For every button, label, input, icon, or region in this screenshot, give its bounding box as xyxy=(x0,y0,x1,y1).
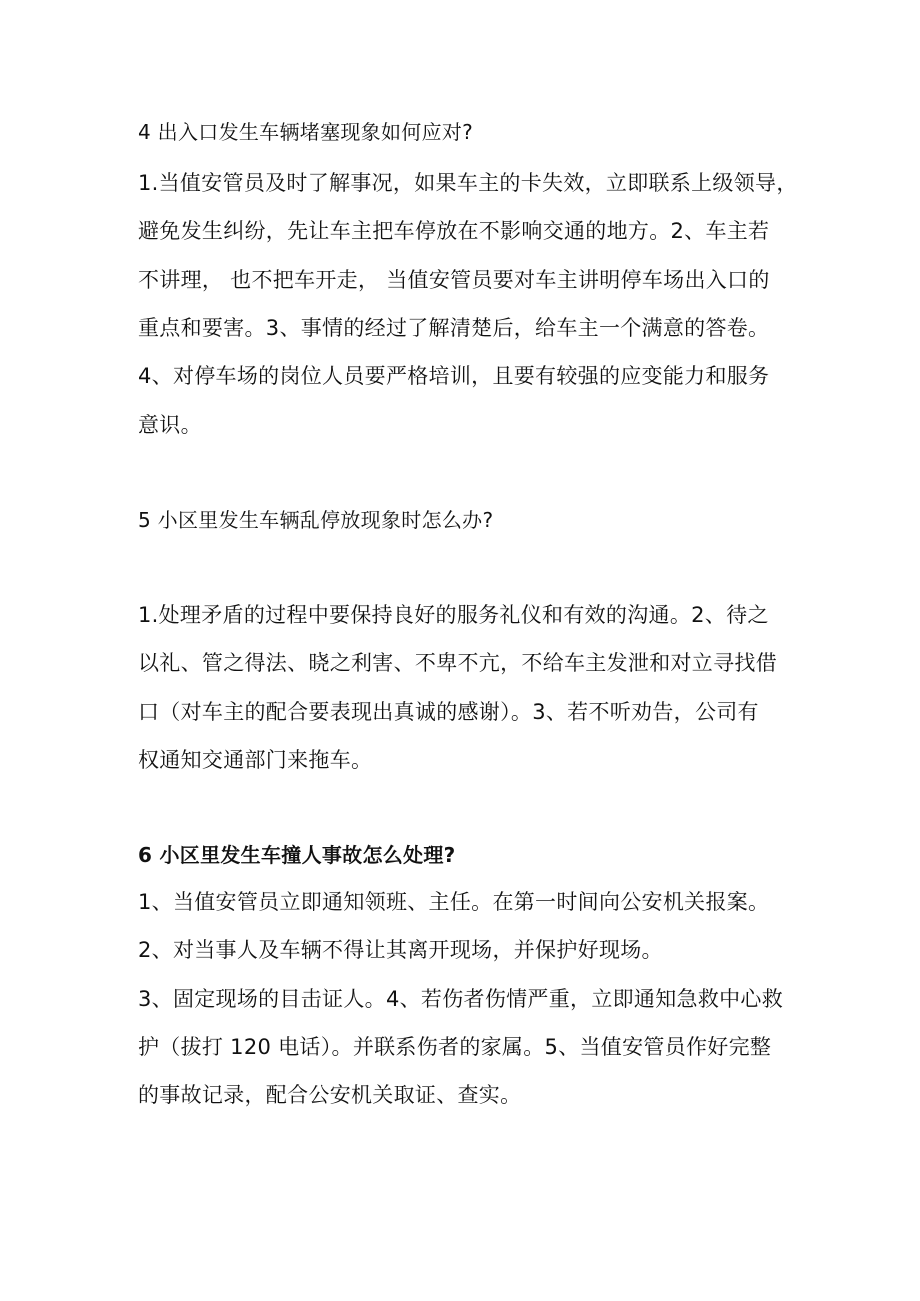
section-6-line-3: 3、固定现场的目击证人。4、若伤者伤情严重，立即通知急救中心救 xyxy=(138,987,784,1011)
section-6-line-4: 护（拔打 120 电话）。并联系伤者的家属。5、当值安管员作好完整 xyxy=(138,1035,772,1059)
section-4-line-3: 不讲理， 也不把车开走， 当值安管员要对车主讲明停车场出入口的 xyxy=(138,268,770,292)
section-5-heading: 5 小区里发生车辆乱停放现象时怎么办? xyxy=(138,508,494,532)
section-6-line-1: 1、当值安管员立即通知领班、主任。在第一时间向公安机关报案。 xyxy=(138,890,770,914)
section-5-line-3: 口（对车主的配合要表现出真诚的感谢）。3、若不听劝告，公司有 xyxy=(138,700,759,724)
section-5-line-4: 权通知交通部门来拖车。 xyxy=(138,748,373,772)
section-4-line-6: 意识。 xyxy=(138,413,202,437)
section-4-line-4: 重点和要害。3、事情的经过了解清楚后，给车主一个满意的答卷。 xyxy=(138,316,770,340)
section-5-line-2: 以礼、管之得法、晓之利害、不卑不亢，不给车主发泄和对立寻找借 xyxy=(138,651,777,675)
section-5-line-1: 1.处理矛盾的过程中要保持良好的服务礼仪和有效的沟通。2、待之 xyxy=(138,603,769,627)
section-4-heading: 4 出入口发生车辆堵塞现象如何应对? xyxy=(138,120,474,144)
section-4-line-2: 避免发生纠纷，先让车主把车停放在不影响交通的地方。2、车主若 xyxy=(138,219,770,243)
section-4-line-5: 4、对停车场的岗位人员要严格培训，且要有较强的应变能力和服务 xyxy=(138,364,770,388)
section-6-heading: 6 小区里发生车撞人事故怎么处理? xyxy=(138,843,456,867)
section-6-line-2: 2、对当事人及车辆不得让其离开现场，并保护好现场。 xyxy=(138,938,663,962)
section-6-line-5: 的事故记录，配合公安机关取证、查实。 xyxy=(138,1083,522,1107)
section-4-line-1: 1.当值安管员及时了解事况，如果车主的卡失效，立即联系上级领导， xyxy=(138,171,798,195)
